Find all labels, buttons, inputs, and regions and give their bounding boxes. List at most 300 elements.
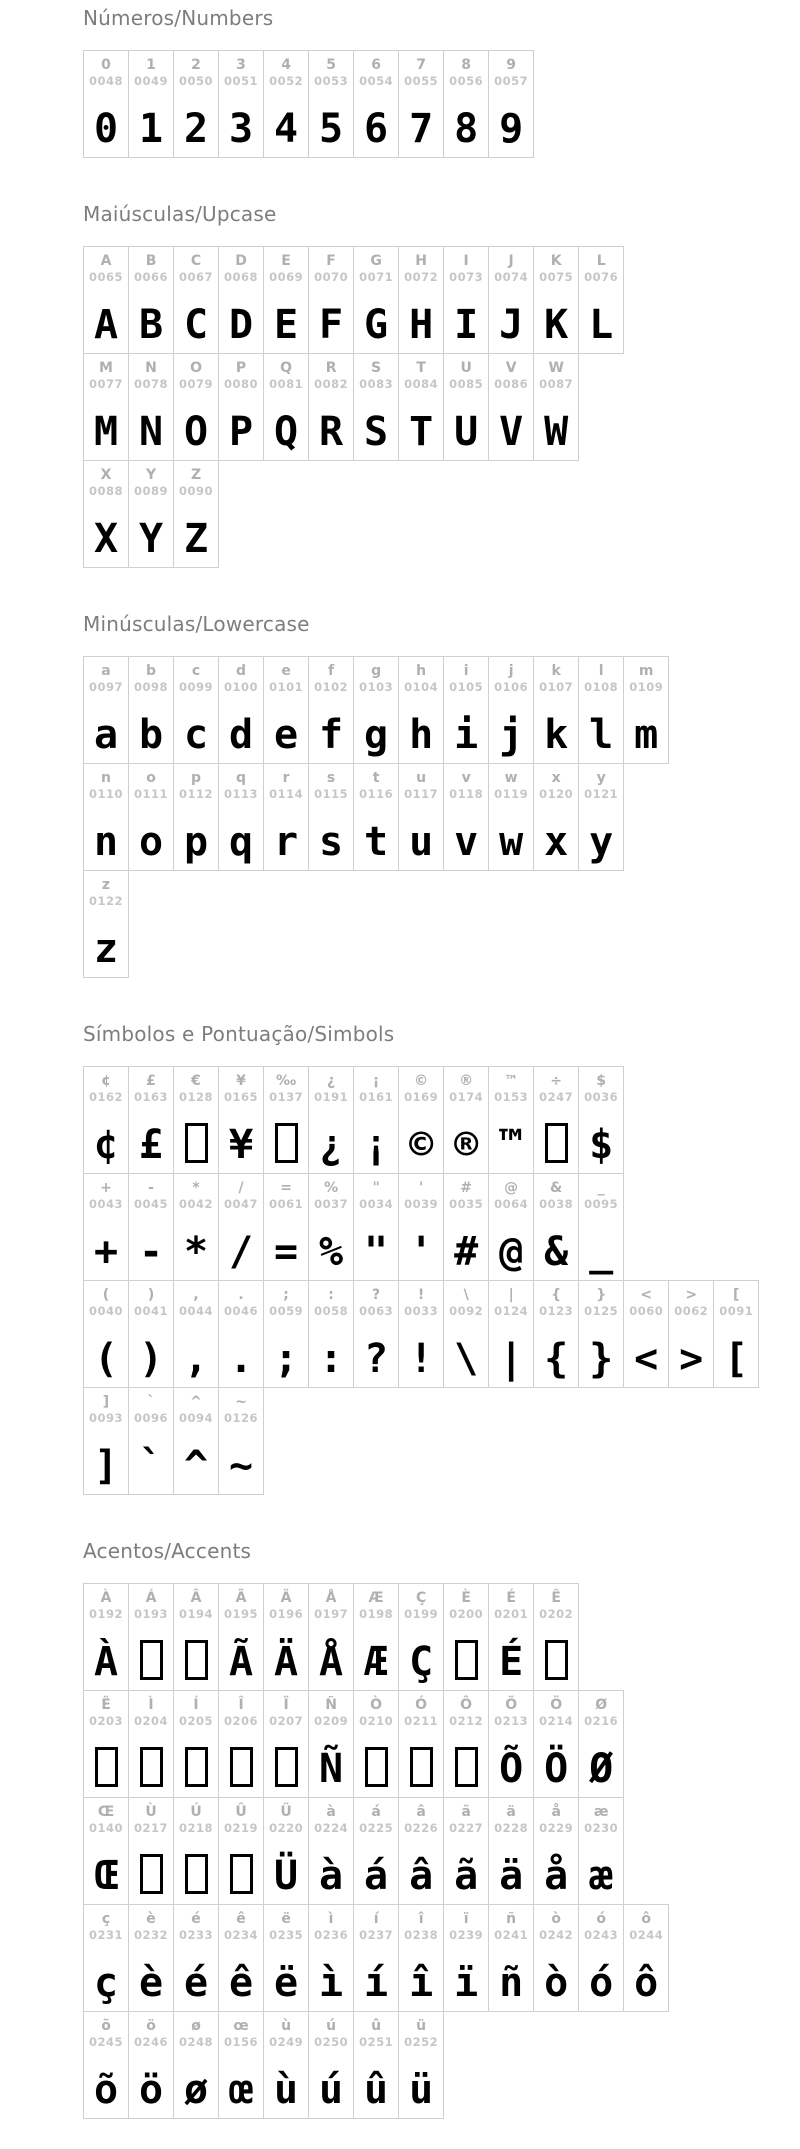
glyph-preview: ! xyxy=(409,1336,434,1382)
glyph-preview: Ø xyxy=(589,1746,614,1792)
char-label: n xyxy=(101,770,111,786)
glyph-preview: $ xyxy=(589,1122,614,1168)
glyph-row xyxy=(83,1797,624,1905)
glyph-cell xyxy=(84,657,128,763)
char-label: Ò xyxy=(370,1697,383,1713)
char-code: 0122 xyxy=(89,894,124,908)
glyph-preview: è xyxy=(138,1960,164,2006)
char-label: Œ xyxy=(97,1804,115,1820)
char-code: 0125 xyxy=(584,1304,619,1318)
missing-glyph-box xyxy=(455,1747,478,1787)
char-label: ® xyxy=(459,1073,474,1089)
glyph-preview: / xyxy=(229,1229,254,1275)
char-label: / xyxy=(238,1180,244,1196)
char-label: Ã xyxy=(235,1590,247,1606)
char-label: % xyxy=(324,1180,339,1196)
glyph-preview: ] xyxy=(93,1443,119,1489)
glyph-cell xyxy=(218,247,263,353)
char-code: 0214 xyxy=(539,1714,574,1728)
char-label: ù xyxy=(281,2018,292,2034)
char-code: 0201 xyxy=(494,1607,529,1621)
glyph-cell xyxy=(263,247,308,353)
glyph-cell xyxy=(488,1691,533,1797)
char-label: ú xyxy=(326,2018,337,2034)
glyph-preview: w xyxy=(499,819,524,865)
glyph-cell xyxy=(353,1798,398,1904)
missing-glyph-box xyxy=(545,1640,568,1680)
char-label: b xyxy=(146,663,157,679)
glyph-preview: R xyxy=(319,409,344,455)
char-label: ¢ xyxy=(101,1073,111,1089)
glyph-cell xyxy=(578,247,623,353)
char-code: 0109 xyxy=(629,680,664,694)
glyph-cell xyxy=(173,1281,218,1387)
glyph-preview xyxy=(365,1740,388,1788)
glyph-cell xyxy=(308,1798,353,1904)
glyph-cell xyxy=(308,764,353,870)
glyph-row xyxy=(83,353,579,461)
char-label: Q xyxy=(280,360,293,376)
section-title: Maiúsculas/Upcase xyxy=(83,202,277,226)
char-code: 0068 xyxy=(224,270,259,284)
char-code: 0161 xyxy=(359,1090,394,1104)
char-code: 0213 xyxy=(494,1714,529,1728)
char-code: 0079 xyxy=(179,377,214,391)
glyph-cell xyxy=(173,354,218,460)
glyph-preview: > xyxy=(679,1336,704,1382)
char-code: 0238 xyxy=(404,1928,439,1942)
char-label: ) xyxy=(147,1287,155,1303)
glyph-preview: 1 xyxy=(138,106,164,152)
missing-glyph-box xyxy=(230,1747,253,1787)
char-label: C xyxy=(190,253,202,269)
glyph-cell xyxy=(488,247,533,353)
glyph-preview: 9 xyxy=(499,106,524,152)
char-code: 0061 xyxy=(269,1197,304,1211)
char-code: 0239 xyxy=(449,1928,484,1942)
glyph-preview: Œ xyxy=(93,1853,119,1899)
glyph-cell xyxy=(533,764,578,870)
glyph-preview: Q xyxy=(274,409,299,455)
char-code: 0245 xyxy=(89,2035,124,2049)
char-label: @ xyxy=(504,1180,519,1196)
char-label: à xyxy=(326,1804,336,1820)
char-code: 0055 xyxy=(404,74,439,88)
glyph-cell xyxy=(398,1174,443,1280)
glyph-preview: Æ xyxy=(364,1639,389,1685)
glyph-preview: Ä xyxy=(274,1639,299,1685)
glyph-preview: * xyxy=(183,1229,209,1275)
glyph-cell xyxy=(173,1067,218,1173)
glyph-cell xyxy=(128,1281,173,1387)
missing-glyph-box xyxy=(185,1854,208,1894)
glyph-preview xyxy=(185,1116,208,1164)
char-code: 0243 xyxy=(584,1928,619,1942)
char-code: 0163 xyxy=(134,1090,169,1104)
char-label: Ú xyxy=(190,1804,202,1820)
char-code: 0083 xyxy=(359,377,394,391)
char-label: x xyxy=(551,770,561,786)
glyph-preview: : xyxy=(319,1336,344,1382)
glyph-preview: ë xyxy=(274,1960,299,2006)
missing-glyph-box xyxy=(185,1747,208,1787)
char-label: ( xyxy=(102,1287,110,1303)
char-label: ç xyxy=(101,1911,111,1927)
char-label: Ü xyxy=(280,1804,292,1820)
glyph-cell xyxy=(84,764,128,870)
glyph-cell xyxy=(308,1691,353,1797)
char-code: 0227 xyxy=(449,1821,484,1835)
glyph-cell xyxy=(443,764,488,870)
char-label: Z xyxy=(190,467,202,483)
char-code: 0192 xyxy=(89,1607,124,1621)
glyph-preview: c xyxy=(183,712,209,758)
glyph-preview: M xyxy=(93,409,119,455)
glyph-preview xyxy=(95,1740,118,1788)
glyph-cell xyxy=(668,1281,713,1387)
char-label: o xyxy=(146,770,156,786)
missing-glyph-box xyxy=(275,1747,298,1787)
char-label: Ä xyxy=(280,1590,292,1606)
missing-glyph-box xyxy=(140,1640,163,1680)
char-label: & xyxy=(550,1180,563,1196)
glyph-preview: ô xyxy=(634,1960,659,2006)
char-code: 0107 xyxy=(539,680,574,694)
char-label: W xyxy=(548,360,564,376)
glyph-cell xyxy=(578,1798,623,1904)
glyph-cell xyxy=(353,247,398,353)
char-label: Õ xyxy=(505,1697,518,1713)
glyph-cell xyxy=(173,1174,218,1280)
glyph-cell xyxy=(218,764,263,870)
char-label: m xyxy=(638,663,654,679)
glyph-preview: h xyxy=(409,712,434,758)
glyph-preview: £ xyxy=(138,1122,164,1168)
char-code: 0140 xyxy=(89,1821,124,1835)
char-code: 0074 xyxy=(494,270,529,284)
char-label: ` xyxy=(147,1394,155,1410)
glyph-preview: É xyxy=(499,1639,524,1685)
glyph-cell xyxy=(533,1067,578,1173)
char-label: . xyxy=(238,1287,244,1303)
glyph-cell xyxy=(353,1281,398,1387)
char-code: 0071 xyxy=(359,270,394,284)
glyph-cell xyxy=(398,1067,443,1173)
glyph-cell xyxy=(173,764,218,870)
char-code: 0212 xyxy=(449,1714,484,1728)
glyph-preview: å xyxy=(544,1853,569,1899)
char-label: È xyxy=(461,1590,471,1606)
char-code: 0033 xyxy=(404,1304,439,1318)
char-label: d xyxy=(236,663,247,679)
glyph-preview: x xyxy=(544,819,569,865)
char-code: 0226 xyxy=(404,1821,439,1835)
char-label: w xyxy=(504,770,518,786)
glyph-cell xyxy=(173,461,218,567)
char-label: ™ xyxy=(504,1073,519,1089)
glyph-preview: } xyxy=(589,1336,614,1382)
char-label: 4 xyxy=(281,57,291,73)
char-label: : xyxy=(328,1287,334,1303)
char-code: 0114 xyxy=(269,787,304,801)
glyph-cell xyxy=(353,764,398,870)
glyph-cell xyxy=(128,247,173,353)
char-code: 0233 xyxy=(179,1928,214,1942)
char-code: 0084 xyxy=(404,377,439,391)
glyph-cell xyxy=(533,1905,578,2011)
char-code: 0108 xyxy=(584,680,619,694)
char-code: 0123 xyxy=(539,1304,574,1318)
glyph-cell xyxy=(128,1388,173,1494)
missing-glyph-box xyxy=(140,1747,163,1787)
glyph-preview: q xyxy=(229,819,254,865)
char-label: u xyxy=(416,770,427,786)
char-label: c xyxy=(191,663,201,679)
char-code: 0090 xyxy=(179,484,214,498)
char-code: 0225 xyxy=(359,1821,394,1835)
glyph-preview: " xyxy=(364,1229,389,1275)
char-code: 0094 xyxy=(179,1411,214,1425)
char-code: 0236 xyxy=(314,1928,349,1942)
glyph-preview xyxy=(140,1740,163,1788)
glyph-preview: e xyxy=(274,712,299,758)
glyph-preview: < xyxy=(634,1336,659,1382)
glyph-cell xyxy=(578,657,623,763)
char-label: Å xyxy=(325,1590,337,1606)
glyph-preview: g xyxy=(364,712,389,758)
char-code: 0194 xyxy=(179,1607,214,1621)
char-code: 0115 xyxy=(314,787,349,801)
glyph-cell xyxy=(308,1067,353,1173)
char-label: ! xyxy=(417,1287,425,1303)
glyph-cell xyxy=(263,51,308,157)
glyph-preview: D xyxy=(229,302,254,348)
glyph-cell xyxy=(398,1691,443,1797)
glyph-preview: 2 xyxy=(183,106,209,152)
char-label: 6 xyxy=(371,57,381,73)
char-label: û xyxy=(371,2018,382,2034)
glyph-cell xyxy=(84,1388,128,1494)
glyph-preview: ç xyxy=(93,1960,119,2006)
glyph-cell xyxy=(443,1281,488,1387)
char-label: T xyxy=(416,360,426,376)
char-code: 0162 xyxy=(89,1090,124,1104)
glyph-cell xyxy=(623,1281,668,1387)
glyph-preview: û xyxy=(364,2067,389,2113)
glyph-preview xyxy=(230,1847,253,1895)
glyph-preview: \ xyxy=(454,1336,479,1382)
char-label: ^ xyxy=(190,1394,202,1410)
char-code: 0089 xyxy=(134,484,169,498)
glyph-preview: Ö xyxy=(544,1746,569,1792)
char-code: 0112 xyxy=(179,787,214,801)
char-label: # xyxy=(460,1180,472,1196)
glyph-row xyxy=(83,656,669,764)
char-code: 0038 xyxy=(539,1197,574,1211)
glyph-cell xyxy=(398,1281,443,1387)
char-code: 0062 xyxy=(674,1304,709,1318)
glyph-preview: U xyxy=(454,409,479,455)
missing-glyph-box xyxy=(545,1123,568,1163)
char-label: â xyxy=(416,1804,426,1820)
char-label: U xyxy=(460,360,472,376)
glyph-cell xyxy=(308,247,353,353)
char-code: 0191 xyxy=(314,1090,349,1104)
char-code: 0091 xyxy=(719,1304,754,1318)
glyph-preview xyxy=(185,1847,208,1895)
char-label: t xyxy=(372,770,380,786)
glyph-cell xyxy=(578,1174,623,1280)
char-label: ¥ xyxy=(236,1073,246,1089)
glyph-preview: ü xyxy=(409,2067,434,2113)
glyph-cell xyxy=(533,1584,578,1690)
section-title: Símbolos e Pontuação/Simbols xyxy=(83,1022,395,1046)
char-label: D xyxy=(235,253,247,269)
char-code: 0097 xyxy=(89,680,124,694)
glyph-row xyxy=(83,1583,579,1691)
char-label: õ xyxy=(101,2018,111,2034)
char-label: e xyxy=(281,663,291,679)
char-label: 1 xyxy=(146,57,156,73)
char-code: 0052 xyxy=(269,74,304,88)
glyph-preview: a xyxy=(93,712,119,758)
glyph-preview: À xyxy=(93,1639,119,1685)
char-code: 0128 xyxy=(179,1090,214,1104)
glyph-preview: u xyxy=(409,819,434,865)
glyph-preview: y xyxy=(589,819,614,865)
glyph-preview: ¢ xyxy=(93,1122,119,1168)
glyph-cell xyxy=(488,1905,533,2011)
char-code: 0110 xyxy=(89,787,124,801)
char-code: 0057 xyxy=(494,74,529,88)
glyph-preview xyxy=(410,1740,433,1788)
glyph-cell xyxy=(173,2012,218,2118)
glyph-cell xyxy=(308,354,353,460)
char-code: 0059 xyxy=(269,1304,304,1318)
glyph-cell xyxy=(84,1281,128,1387)
char-label: O xyxy=(190,360,202,376)
char-code: 0070 xyxy=(314,270,349,284)
glyph-cell xyxy=(398,1798,443,1904)
glyph-row xyxy=(83,1387,264,1495)
glyph-section xyxy=(83,612,780,978)
char-label: \ xyxy=(463,1287,469,1303)
char-code: 0232 xyxy=(134,1928,169,1942)
char-label: _ xyxy=(597,1180,605,1196)
glyph-cell xyxy=(173,657,218,763)
glyph-cell xyxy=(263,1905,308,2011)
glyph-preview: N xyxy=(138,409,164,455)
char-code: 0248 xyxy=(179,2035,214,2049)
char-code: 0124 xyxy=(494,1304,529,1318)
glyph-cell xyxy=(218,1798,263,1904)
glyph-preview: 8 xyxy=(454,106,479,152)
char-label: f xyxy=(328,663,335,679)
char-code: 0220 xyxy=(269,1821,304,1835)
char-code: 0203 xyxy=(89,1714,124,1728)
char-code: 0095 xyxy=(584,1197,619,1211)
char-label: , xyxy=(193,1287,199,1303)
glyph-preview: b xyxy=(138,712,164,758)
glyph-cell xyxy=(353,1174,398,1280)
char-label: î xyxy=(418,1911,424,1927)
glyph-cell xyxy=(353,51,398,157)
char-code: 0200 xyxy=(449,1607,484,1621)
glyph-cell xyxy=(533,1798,578,1904)
glyph-cell xyxy=(578,1281,623,1387)
glyph-preview: ) xyxy=(138,1336,164,1382)
char-code: 0234 xyxy=(224,1928,259,1942)
glyph-preview: ' xyxy=(409,1229,434,1275)
glyph-preview: E xyxy=(274,302,299,348)
char-code: 0116 xyxy=(359,787,394,801)
glyph-preview: f xyxy=(319,712,344,758)
missing-glyph-box xyxy=(455,1640,478,1680)
char-label: h xyxy=(416,663,427,679)
glyph-cell xyxy=(263,764,308,870)
glyph-preview xyxy=(275,1740,298,1788)
glyph-preview: d xyxy=(229,712,254,758)
glyph-preview: I xyxy=(454,302,479,348)
glyph-cell xyxy=(263,1174,308,1280)
glyph-cell xyxy=(84,871,128,977)
char-code: 0165 xyxy=(224,1090,259,1104)
glyph-section xyxy=(83,202,780,568)
char-label: < xyxy=(640,1287,653,1303)
char-label: ? xyxy=(372,1287,381,1303)
glyph-cell xyxy=(398,51,443,157)
char-code: 0209 xyxy=(314,1714,349,1728)
glyph-preview: Ã xyxy=(229,1639,254,1685)
glyph-cell xyxy=(443,1905,488,2011)
glyph-preview: ® xyxy=(454,1122,479,1168)
char-code: 0067 xyxy=(179,270,214,284)
glyph-cell xyxy=(353,1905,398,2011)
glyph-preview xyxy=(275,1116,298,1164)
glyph-cell xyxy=(488,1798,533,1904)
glyph-cell xyxy=(443,51,488,157)
glyph-preview: l xyxy=(589,712,614,758)
char-code: 0053 xyxy=(314,74,349,88)
glyph-preview: 0 xyxy=(93,106,119,152)
char-label: s xyxy=(326,770,336,786)
char-code: 0102 xyxy=(314,680,349,694)
glyph-preview: i xyxy=(454,712,479,758)
char-label: " xyxy=(372,1180,380,1196)
glyph-section xyxy=(83,6,780,158)
char-label: y xyxy=(596,770,606,786)
glyph-cell xyxy=(443,354,488,460)
char-label: £ xyxy=(146,1073,156,1089)
glyph-cell xyxy=(488,1584,533,1690)
char-code: 0085 xyxy=(449,377,484,391)
glyph-preview: ¥ xyxy=(229,1122,254,1168)
char-label: E xyxy=(281,253,291,269)
char-label: J xyxy=(508,253,514,269)
char-code: 0113 xyxy=(224,787,259,801)
glyph-preview: ñ xyxy=(499,1960,524,2006)
char-label: M xyxy=(99,360,113,376)
glyph-preview: | xyxy=(499,1336,524,1382)
char-code: 0218 xyxy=(179,1821,214,1835)
glyph-cell xyxy=(173,1905,218,2011)
char-label: + xyxy=(100,1180,112,1196)
char-label: ã xyxy=(461,1804,471,1820)
char-code: 0202 xyxy=(539,1607,574,1621)
char-label: j xyxy=(508,663,514,679)
glyph-row xyxy=(83,763,624,871)
section-title: Minúsculas/Lowercase xyxy=(83,612,310,636)
